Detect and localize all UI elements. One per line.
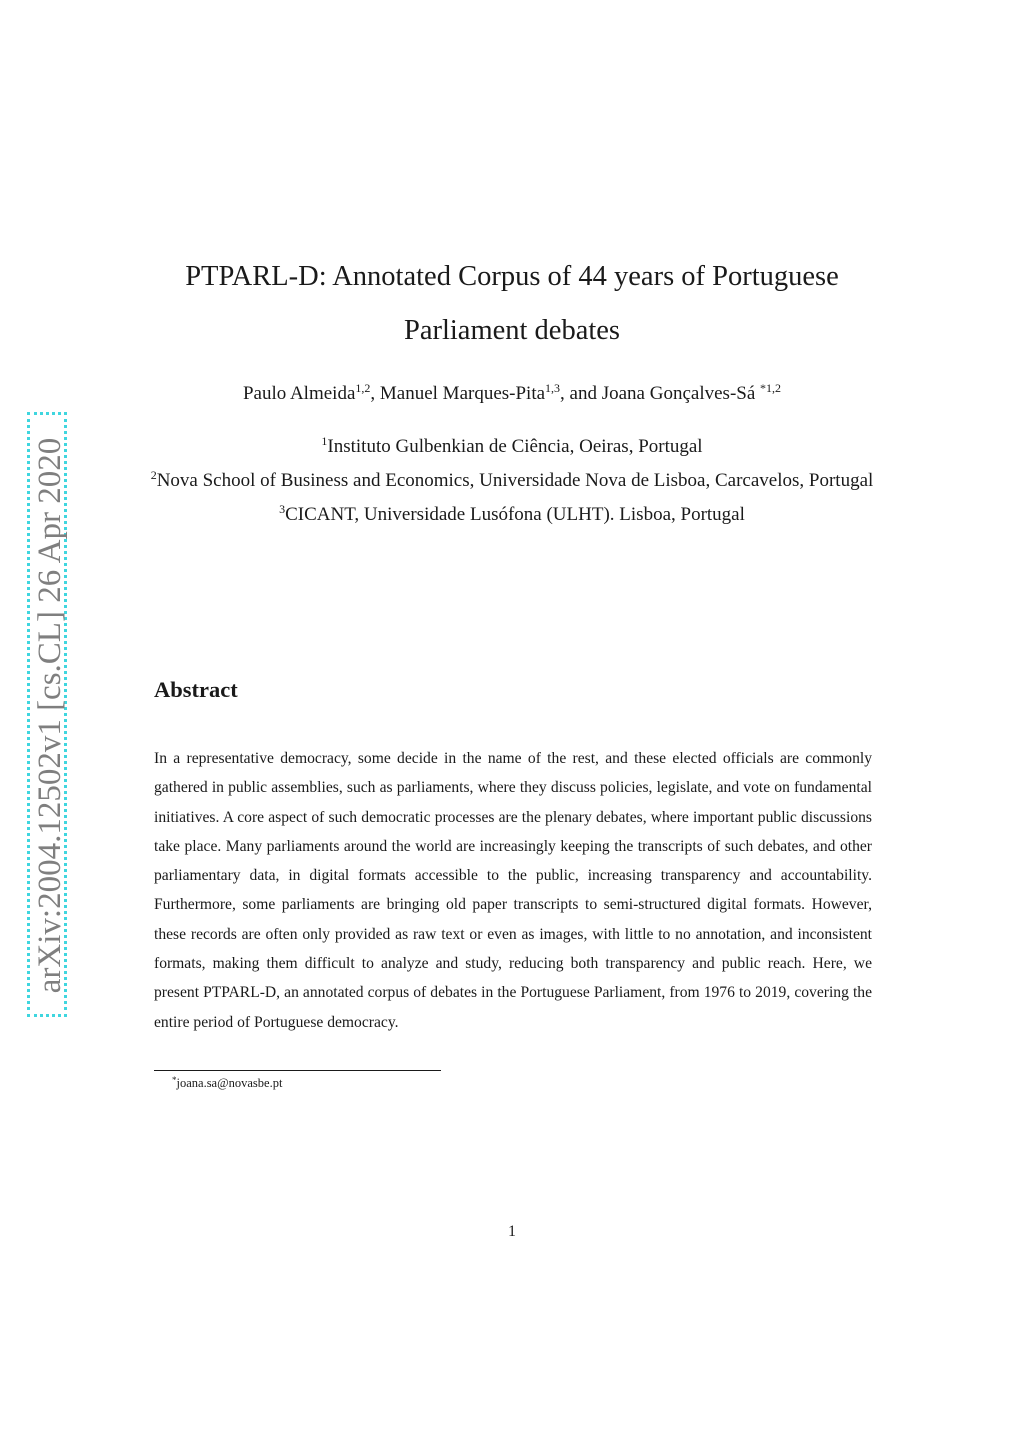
affiliation-marker: 3 [279,502,286,516]
affiliation-list [150,430,874,532]
affiliation [150,430,874,464]
affiliation-text: CICANT, Universidade Lusófona (ULHT). Lisboa, Portugal [285,504,745,525]
footnote-email: joana.sa@novasbe.pt [176,1076,283,1090]
affiliation-marker: 1 [321,434,328,448]
affiliation-text: Instituto Gulbenkian de Ciência, Oeiras, Portugal [327,436,703,457]
affiliation [150,498,874,532]
author-name: Joana Gonçalves-Sá [601,383,756,404]
footnote-marker: * [172,1075,177,1085]
author-separator: , [370,383,380,404]
affiliation [150,464,874,498]
paper-title: PTPARL-D: Annotated Corpus of 44 years of Portuguese Parliament debates [185,261,839,346]
abstract-text: In a representative democracy, some decide in the name of the rest, and these elected officials are commonly gathered in public assemblies, such as parliaments, where they discuss policies, legislate, and vote on fundamental initiatives. A core aspect of such democratic processes are the plenary debates, where important public discussions take place. Many parliaments around the world are increasingly keeping the transcripts of such debates, and other parliamentary data, in digital formats accessible to the public, increasing transparency and accountability. Furthermore, some parliaments are bringing old paper transcripts to semi-structured digital formats. However, these records are often only provided as raw text or even as images, with little to no annotation, and inconsistent formats, making them difficult to analyze and study, reducing both transparency and public reach. Here, we present PTPARL-D, an annotated corpus of debates in the Portuguese Parliament, from 1976 to 2019, covering the entire period of Portuguese democracy. [154,750,872,1031]
page-number: 1 [508,1223,516,1240]
author-affiliation-marker: *1,2 [760,381,782,395]
author-name: Paulo Almeida [242,383,356,404]
footnote-divider [154,1070,441,1071]
footnote [172,1074,282,1092]
arxiv-stamp [27,412,67,1017]
affiliation-text: Nova School of Business and Economics, Universidade Nova de Lisboa, Carcavelos, Portugal [156,470,874,491]
author-separator: , and [560,383,602,404]
author-list [150,380,874,408]
abstract-heading: Abstract [154,677,238,702]
author-name: Manuel Marques-Pita [379,383,546,404]
author-affiliation-marker: 1,3 [545,381,561,395]
affiliation-marker: 2 [150,468,157,482]
arxiv-identifier: arXiv:2004.12502v1 [cs.CL] 26 Apr 2020 [32,437,68,994]
author-affiliation-marker: 1,2 [355,381,371,395]
